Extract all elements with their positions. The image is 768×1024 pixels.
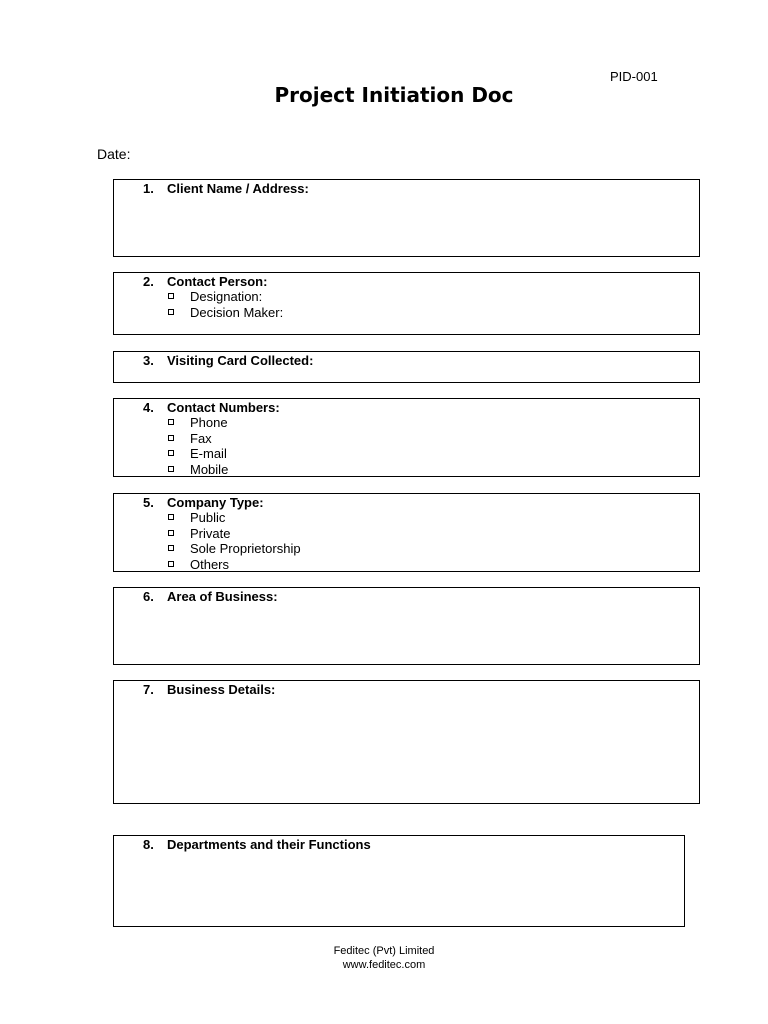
option-public[interactable] xyxy=(167,510,301,526)
option-label: Public xyxy=(190,510,226,525)
option-others[interactable] xyxy=(167,557,301,573)
section-label: Client Name / Address: xyxy=(167,181,309,196)
checkbox-icon[interactable] xyxy=(168,561,174,567)
section-number: 4. xyxy=(143,400,154,415)
option-list xyxy=(167,415,228,477)
option-label: Fax xyxy=(190,430,212,446)
section-heading xyxy=(143,181,309,196)
checkbox-icon[interactable] xyxy=(168,450,174,456)
section-number: 5. xyxy=(143,495,154,510)
section-visiting-card[interactable] xyxy=(113,351,700,383)
page-footer xyxy=(0,944,768,972)
footer-website: www.feditec.com xyxy=(342,959,426,971)
section-number: 1. xyxy=(143,181,154,196)
section-label: Company Type: xyxy=(167,495,264,510)
section-label: Visiting Card Collected: xyxy=(167,353,314,368)
section-number: 3. xyxy=(143,353,154,368)
date-label: Date: xyxy=(97,146,131,162)
section-contact-person[interactable] xyxy=(113,272,700,335)
option-phone[interactable] xyxy=(167,415,228,431)
section-area-of-business[interactable] xyxy=(113,587,700,665)
checkbox-icon[interactable] xyxy=(168,309,174,315)
section-heading xyxy=(143,495,264,510)
checkbox-icon[interactable] xyxy=(168,293,174,299)
option-label: Phone xyxy=(190,415,228,430)
footer-company: Feditec (Pvt) Limited xyxy=(333,945,435,957)
option-label: Private xyxy=(190,525,231,541)
option-label: E-mail xyxy=(190,446,227,461)
section-number: 6. xyxy=(143,589,154,604)
page-title: Project Initiation Doc xyxy=(274,83,514,107)
section-label: Departments and their Functions xyxy=(167,837,371,852)
section-heading xyxy=(143,353,313,368)
section-number: 2. xyxy=(143,274,154,289)
option-designation[interactable] xyxy=(167,289,283,305)
checkbox-icon[interactable] xyxy=(168,530,174,536)
option-label: Mobile xyxy=(190,461,229,477)
section-number: 8. xyxy=(143,837,154,852)
option-decision-maker[interactable] xyxy=(167,305,283,321)
section-heading xyxy=(143,589,278,604)
option-mobile[interactable] xyxy=(167,462,228,478)
option-private[interactable] xyxy=(167,526,301,542)
option-label: Others xyxy=(190,556,230,572)
section-heading xyxy=(143,682,275,697)
document-id: PID-001 xyxy=(610,69,658,84)
option-list xyxy=(167,510,301,572)
section-heading xyxy=(143,274,267,289)
option-label: Decision Maker: xyxy=(190,304,284,320)
section-label: Area of Business: xyxy=(167,589,278,604)
section-heading xyxy=(143,400,280,415)
section-company-type[interactable] xyxy=(113,493,700,572)
checkbox-icon[interactable] xyxy=(168,419,174,425)
option-list xyxy=(167,289,283,320)
section-heading xyxy=(143,837,371,852)
option-label: Designation: xyxy=(190,289,263,304)
option-label: Sole Proprietorship xyxy=(190,541,301,556)
checkbox-icon[interactable] xyxy=(168,545,174,551)
section-label: Contact Numbers: xyxy=(167,400,280,415)
option-fax[interactable] xyxy=(167,431,228,447)
section-label: Contact Person: xyxy=(167,274,268,289)
section-label: Business Details: xyxy=(167,682,276,697)
section-departments[interactable] xyxy=(113,835,685,927)
section-contact-numbers[interactable] xyxy=(113,398,700,477)
section-number: 7. xyxy=(143,682,154,697)
checkbox-icon[interactable] xyxy=(168,466,174,472)
option-sole-proprietorship[interactable] xyxy=(167,541,301,557)
checkbox-icon[interactable] xyxy=(168,435,174,441)
option-email[interactable] xyxy=(167,446,228,462)
section-client-name[interactable] xyxy=(113,179,700,257)
checkbox-icon[interactable] xyxy=(168,514,174,520)
section-business-details[interactable] xyxy=(113,680,700,804)
